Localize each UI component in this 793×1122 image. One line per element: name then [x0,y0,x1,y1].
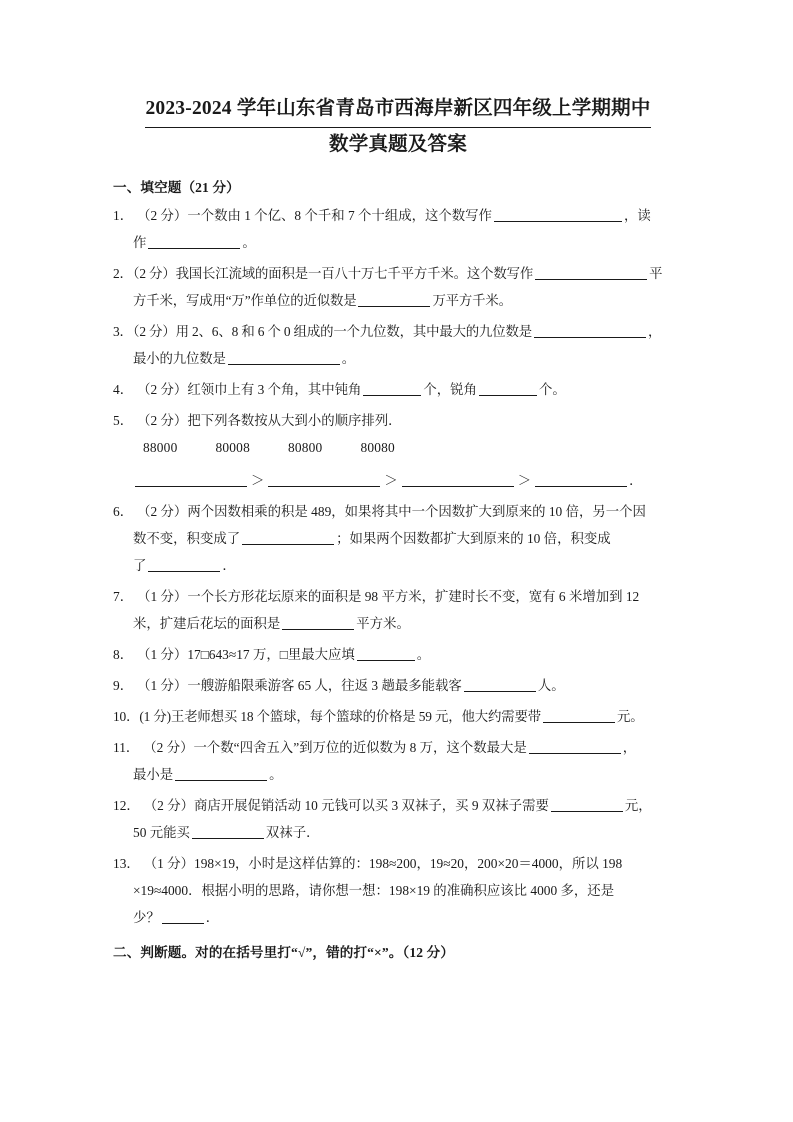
question-4-text-a: 红领巾上有 3 个角，其中钝角 [187,382,362,397]
title-line-2-text: 数学真题及答案 [329,134,467,155]
question-8-blank-1[interactable] [357,647,415,661]
question-9-score: （1 分） [137,678,188,693]
question-2-text-b: 平 [649,266,663,281]
title-line-1-text: 2023-2024 学年山东省青岛市西海岸新区四年级上学期期中 [145,92,650,128]
question-11-text-a: 一个数“四舍五入”到万位的近似数为 8 万，这个数最大是 [193,740,527,755]
question-10 [113,703,683,730]
question-5-blank-3[interactable] [402,473,514,487]
question-5 [113,407,683,434]
question-3 [113,318,683,372]
question-5-text-a: 把下列各数按从大到小的顺序排列． [187,413,402,428]
question-5-order-row [133,467,683,494]
question-5-gt-1: ＞ [251,473,265,488]
question-1-text-a: 一个数由 1 个亿、8 个千和 7 个十组成，这个数写作 [187,208,492,223]
question-9-text-a: 一艘游船限乘游客 65 人，往返 3 趟最多能载客 [187,678,462,693]
question-9-number: 9． [113,678,134,693]
question-13-text-c: 少？ [133,910,160,925]
question-4-text-c: 个。 [538,382,566,397]
question-3-text-d: 。 [341,351,355,366]
question-1-text-c: 作 [133,235,147,250]
question-5-blank-4[interactable] [535,473,627,487]
question-9-text-b: 人。 [537,678,565,693]
question-13-text-a: 198×19，小时是这样估算的：198≈200，19≈20，200×20＝4000，所以 198 [194,856,623,871]
question-11-blank-2[interactable] [175,767,267,781]
question-2-text-c: 方千米，写成用“万”作单位的近似数是 [133,293,357,308]
question-4-score: （2 分） [137,382,188,397]
question-1-blank-1[interactable] [494,208,622,222]
section-heading-2: 二、判断题。对的在括号里打“√”，错的打“×”。（12 分） [113,945,455,960]
question-5-number-item-4: 80080 [360,440,395,455]
question-6-text-b: 数不变，积变成了 [133,531,241,546]
question-13-text-d: ． [205,910,220,925]
question-12-score: （2 分） [143,798,194,813]
question-12-text-c: 50 元能买 [133,825,190,840]
title-line-1 [113,92,683,128]
question-3-score: （2 分） [132,324,176,339]
question-6-text-e: ． [222,558,236,573]
question-12-text-a: 商店开展促销活动 10 元钱可以买 3 双袜子，买 9 双袜子需要 [194,798,549,813]
question-7-text-a: 一个长方形花坛原来的面积是 98 平方米，扩建时长不变，宽有 6 米增加到 12 [187,589,640,604]
question-12-text-b: 元， [624,798,652,813]
question-8-score: （1 分） [137,647,188,662]
question-3-text-c: 最小的九位数是 [133,351,226,366]
question-5-gt-2: ＞ [384,473,398,488]
question-2-blank-2[interactable] [358,293,430,307]
question-4-text-b: 个，锐角 [423,382,477,397]
question-5-number: 5． [113,413,134,428]
question-7-blank-1[interactable] [282,616,354,630]
question-8-number: 8． [113,647,134,662]
question-13-number: 13． [113,856,140,871]
question-6-text-a: 两个因数相乘的积是 489，如果将其中一个因数扩大到原来的 10 倍，另一个因 [187,504,646,519]
title-line-2 [113,128,683,162]
question-7-score: （1 分） [137,589,188,604]
question-10-text-b: 元。 [616,709,644,724]
question-1-number: 1． [113,208,134,223]
question-1-text-d: 。 [242,235,256,250]
question-11-text-b: ， [622,740,637,755]
question-6-blank-1[interactable] [242,531,334,545]
question-11-text-c: 最小是 [133,767,174,782]
question-6 [113,498,683,579]
question-12-blank-1[interactable] [551,798,623,812]
question-5-number-list [143,434,683,461]
question-13-text-b: ×19≈4000．根据小明的思路，请你想一想：198×19 的准确积应该比 4000 多，还是 [133,883,615,898]
question-6-blank-2[interactable] [148,558,220,572]
question-1 [113,202,683,256]
question-11 [113,734,683,788]
question-2-score: （2 分） [132,266,176,281]
question-11-text-d: 。 [269,767,283,782]
question-1-score: （2 分） [137,208,188,223]
question-4 [113,376,683,403]
question-4-blank-1[interactable] [363,382,421,396]
question-2-number: 2． [113,266,133,281]
question-11-blank-1[interactable] [529,740,621,754]
question-13-score: （1 分） [143,856,194,871]
question-7 [113,583,683,637]
question-10-number: 10． [113,709,140,724]
question-6-number: 6． [113,504,134,519]
question-2 [113,260,683,314]
question-6-text-c: ；如果两个因数都扩大到原来的 10 倍，积变成 [336,531,611,546]
question-8 [113,641,683,668]
question-2-blank-1[interactable] [535,266,647,280]
question-5-number-item-2: 80008 [215,440,250,455]
question-12-number: 12． [113,798,140,813]
question-6-text-d: 了 [133,558,147,573]
question-2-text-a: 我国长江流域的面积是一百八十万七千平方千米。这个数写作 [175,266,534,281]
question-7-text-b: 米，扩建后花坛的面积是 [133,616,281,631]
document-content [113,92,683,963]
section-heading-1: 一、填空题（21 分） [113,180,240,195]
question-11-number: 11． [113,740,140,755]
question-4-number: 4． [113,382,134,397]
question-13 [113,850,683,931]
question-5-number-item-1: 88000 [143,440,178,455]
question-1-text-b: ，读 [623,208,651,223]
question-5-number-item-3: 80800 [287,440,323,455]
question-12-blank-2[interactable] [192,825,264,839]
question-8-text-a: 17□643≈17 万，□里最大应填 [187,647,355,662]
question-10-text-a: 王老师想买 18 个篮球，每个篮球的价格是 59 元，他大约需要带 [170,709,541,724]
question-9-blank-1[interactable] [464,678,536,692]
question-5-gt-3: ＞ [517,473,532,488]
question-5-score: （2 分） [137,413,188,428]
question-7-text-c: 平方米。 [356,616,410,631]
question-3-text-a: 用 2、6、8 和 6 个 0 组成的一个九位数，其中最大的九位数是 [175,324,533,339]
question-3-blank-1[interactable] [534,324,646,338]
question-3-text-b: ， [648,324,662,339]
document-title [113,92,683,162]
question-1-blank-2[interactable] [148,235,240,249]
question-5-blank-2[interactable] [268,473,380,487]
question-13-blank-1[interactable] [162,910,204,924]
question-9 [113,672,683,699]
question-12 [113,792,683,846]
question-8-text-b: 。 [416,647,431,662]
question-11-score: （2 分） [143,740,194,755]
question-5-blank-1[interactable] [135,473,247,487]
question-6-score: （2 分） [137,504,188,519]
question-7-number: 7． [113,589,134,604]
question-2-text-d: 万平方千米。 [432,293,512,308]
question-5-end: ． [629,473,643,488]
question-12-text-d: 双袜子． [265,825,320,840]
question-10-score: (1 分) [139,709,171,724]
question-3-number: 3． [113,324,133,339]
question-4-blank-2[interactable] [479,382,537,396]
question-10-blank-1[interactable] [543,709,615,723]
question-3-blank-2[interactable] [228,351,340,365]
